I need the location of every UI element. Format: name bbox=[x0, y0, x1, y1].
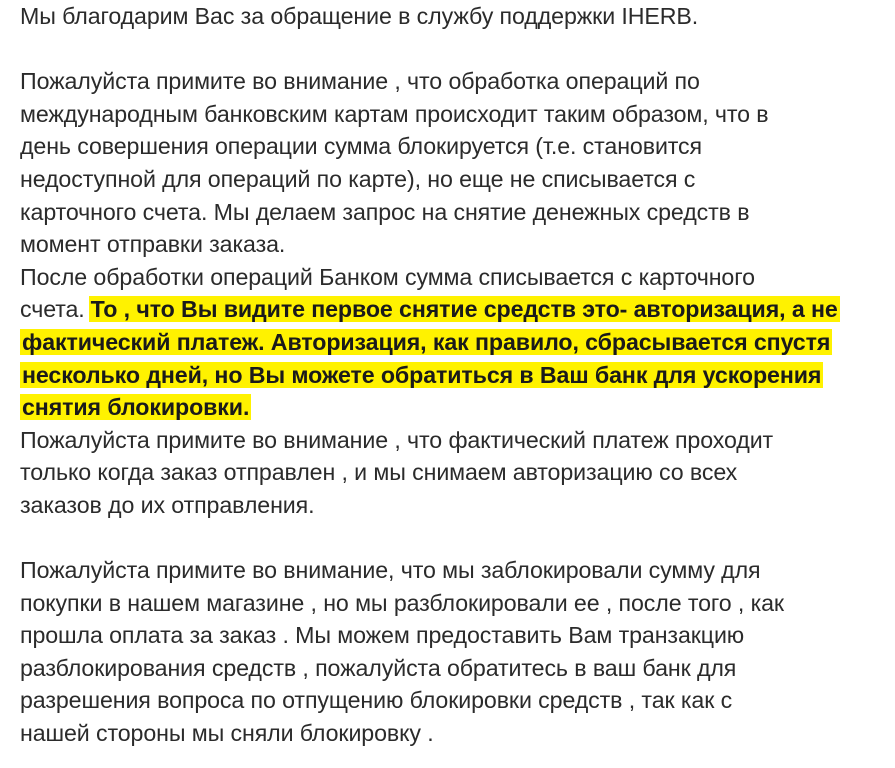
text-line: карточного счета. Мы делаем запрос на снятие денежных средств в bbox=[20, 198, 750, 225]
text-fragment: счета. bbox=[20, 296, 85, 323]
text-line: Пожалуйста примите во внимание , что обработка операций по bbox=[20, 68, 700, 95]
text-line: Пожалуйста примите во внимание, что мы заблокировали сумму для bbox=[20, 557, 761, 584]
text-line: недоступной для операций по карте), но еще не списывается с bbox=[20, 165, 696, 192]
text-line: Пожалуйста примите во внимание , что фактический платеж проходит bbox=[20, 426, 774, 453]
text-line: После обработки операций Банком сумма списывается с карточного bbox=[20, 263, 755, 290]
paragraph-processing bbox=[20, 65, 892, 261]
paragraph-actual-payment bbox=[20, 424, 892, 522]
paragraph-spacer bbox=[20, 33, 892, 66]
text-line: разблокирования средств , пожалуйста обратитесь в ваш банк для bbox=[20, 654, 737, 681]
text-line: заказов до их отправления. bbox=[20, 491, 315, 518]
text-line: прошла оплата за заказ . Мы можем предоставить Вам транзакцию bbox=[20, 622, 745, 649]
text-line: нашей стороны мы сняли блокировку . bbox=[20, 720, 434, 747]
text-line bbox=[20, 293, 892, 326]
highlighted-text: несколько дней, но Вы можете обратиться в Ваш банк для ускорения bbox=[22, 361, 822, 388]
text-line bbox=[20, 359, 892, 392]
text-line bbox=[20, 391, 892, 424]
text-line: момент отправки заказа. bbox=[20, 231, 286, 258]
paragraph-unblocking bbox=[20, 554, 892, 750]
text-line: покупки в нашем магазине , но мы разблокировали ее , после того , как bbox=[20, 589, 784, 616]
highlighted-text: снятия блокировки. bbox=[22, 394, 250, 421]
text-line: день совершения операции сумма блокируется (т.е. становится bbox=[20, 133, 703, 160]
paragraph-authorization bbox=[20, 261, 892, 424]
highlighted-text: То , что Вы видите первое снятие средств это- авторизация, а не bbox=[90, 296, 838, 323]
highlighted-text: фактический платеж. Авторизация, как правило, сбрасывается спустя bbox=[22, 328, 831, 355]
support-message bbox=[20, 0, 892, 750]
text-line: только когда заказ отправлен , и мы снимаем авторизацию со всех bbox=[20, 459, 738, 486]
text-line bbox=[20, 326, 892, 359]
text-line: разрешения вопроса по отпущению блокировки средств , так как с bbox=[20, 687, 733, 714]
text-line: международным банковским картам происходит таким образом, что в bbox=[20, 100, 769, 127]
greeting-line: Мы благодарим Вас за обращение в службу поддержки IHERB. bbox=[20, 3, 699, 29]
paragraph-spacer bbox=[20, 522, 892, 555]
